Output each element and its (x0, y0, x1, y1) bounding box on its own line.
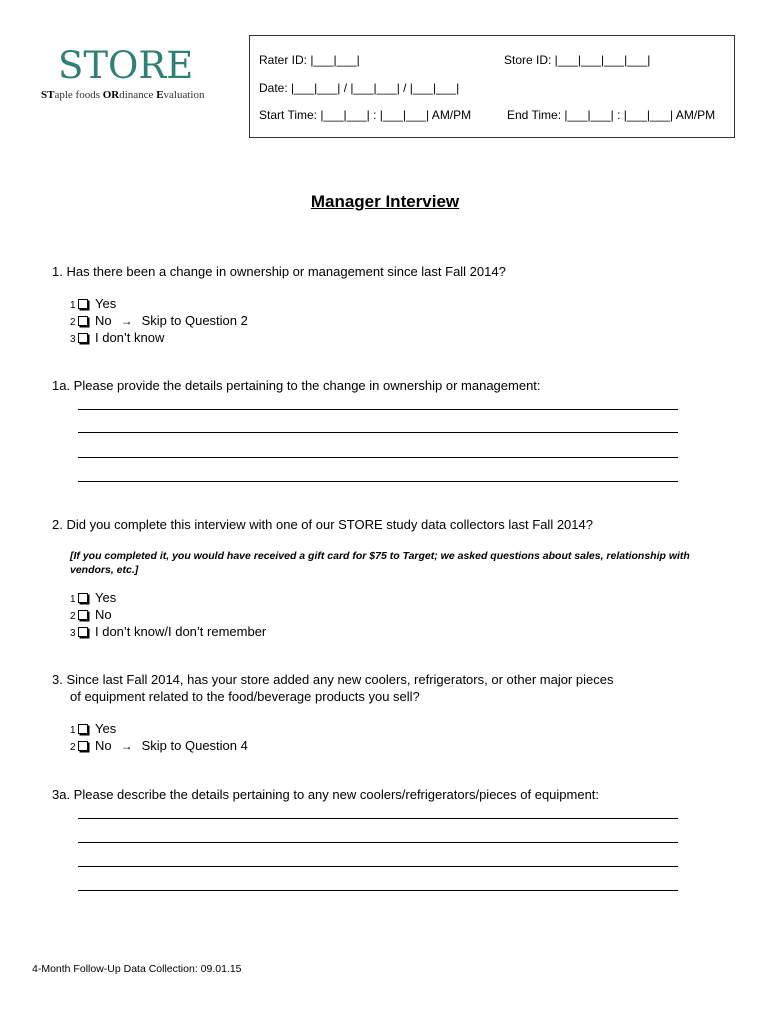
option-label: I don’t know (95, 330, 165, 345)
option-number: 2 (70, 742, 76, 753)
q1-options (70, 295, 248, 346)
logo-sub-part: aple foods (54, 89, 103, 101)
answer-line[interactable] (78, 818, 678, 819)
logo-sub-part: dinance (119, 89, 157, 101)
checkbox-icon[interactable] (78, 593, 88, 603)
q3-option-no[interactable] (70, 737, 248, 754)
option-number: 1 (70, 725, 76, 736)
answer-line[interactable] (78, 866, 678, 867)
q1-option-dont-know[interactable] (70, 329, 248, 346)
arrow-right-icon: → (120, 314, 133, 328)
id-header-box (249, 35, 735, 138)
question-3a: 3a. Please describe the details pertaining to any new coolers/refrigerators/pieces of equipment: (52, 787, 600, 802)
option-label: I don’t know/I don’t remember (95, 624, 267, 639)
q3-option-yes[interactable] (70, 720, 248, 737)
checkbox-icon[interactable] (78, 741, 88, 751)
q2-options (70, 589, 266, 640)
option-label: No (95, 313, 112, 328)
option-number: 2 (70, 317, 76, 328)
arrow-right-icon: → (120, 739, 133, 753)
option-label: Yes (95, 590, 117, 605)
logo-sub-part: valuation (163, 89, 205, 101)
end-time-field[interactable]: End Time: |___|___| : |___|___| AM/PM (507, 108, 716, 122)
logo-subtitle (41, 89, 204, 101)
question-2-note: [If you completed it, you would have received a gift card for $75 to Target; we asked questions about sales, relationship with vendors, etc.] (70, 550, 690, 576)
answer-line[interactable] (78, 409, 678, 410)
logo-sub-part: OR (102, 89, 120, 101)
logo-sub-part: ST (41, 89, 55, 101)
question-1a: 1a. Please provide the details pertaining to the change in ownership or management: (52, 378, 541, 393)
q1-option-no[interactable] (70, 312, 248, 329)
option-number: 1 (70, 594, 76, 605)
page-footer: 4-Month Follow-Up Data Collection: 09.01.15 (32, 963, 242, 975)
skip-instruction: Skip to Question 4 (141, 738, 248, 753)
checkbox-icon[interactable] (78, 299, 88, 309)
answer-line[interactable] (78, 457, 678, 458)
q1-option-yes[interactable] (70, 295, 248, 312)
option-label: Yes (95, 296, 117, 311)
skip-instruction: Skip to Question 2 (141, 313, 248, 328)
q3-options (70, 720, 248, 754)
checkbox-icon[interactable] (78, 316, 88, 326)
option-number: 3 (70, 628, 76, 639)
q2-option-yes[interactable] (70, 589, 266, 606)
store-logo: STORE (58, 44, 194, 87)
option-number: 2 (70, 611, 76, 622)
question-2: 2. Did you complete this interview with one of our STORE study data collectors last Fall 2014? (52, 517, 593, 532)
checkbox-icon[interactable] (78, 627, 88, 637)
option-label: Yes (95, 721, 117, 736)
answer-line[interactable] (78, 481, 678, 482)
option-label: No (95, 607, 112, 622)
page-title: Manager Interview (310, 192, 460, 211)
option-number: 3 (70, 334, 76, 345)
start-time-field[interactable]: Start Time: |___|___| : |___|___| AM/PM (259, 108, 472, 122)
answer-line[interactable] (78, 432, 678, 433)
answer-line[interactable] (78, 842, 678, 843)
q2-option-dont-know[interactable] (70, 623, 266, 640)
checkbox-icon[interactable] (78, 724, 88, 734)
checkbox-icon[interactable] (78, 333, 88, 343)
question-3-line-1: 3. Since last Fall 2014, has your store added any new coolers, refrigerators, or other major pieces (52, 672, 614, 687)
answer-line[interactable] (78, 890, 678, 891)
option-label: No (95, 738, 112, 753)
q2-option-no[interactable] (70, 606, 266, 623)
store-id-field[interactable]: Store ID: |___|___|___|___| (504, 53, 651, 67)
question-3-line-2: of equipment related to the food/beverage products you sell? (70, 689, 420, 704)
date-field[interactable]: Date: |___|___| / |___|___| / |___|___| (259, 81, 460, 95)
option-number: 1 (70, 300, 76, 311)
question-1: 1. Has there been a change in ownership or management since last Fall 2014? (52, 264, 506, 279)
rater-id-field[interactable]: Rater ID: |___|___| (259, 53, 360, 67)
logo-sub-part: E (156, 89, 164, 101)
checkbox-icon[interactable] (78, 610, 88, 620)
